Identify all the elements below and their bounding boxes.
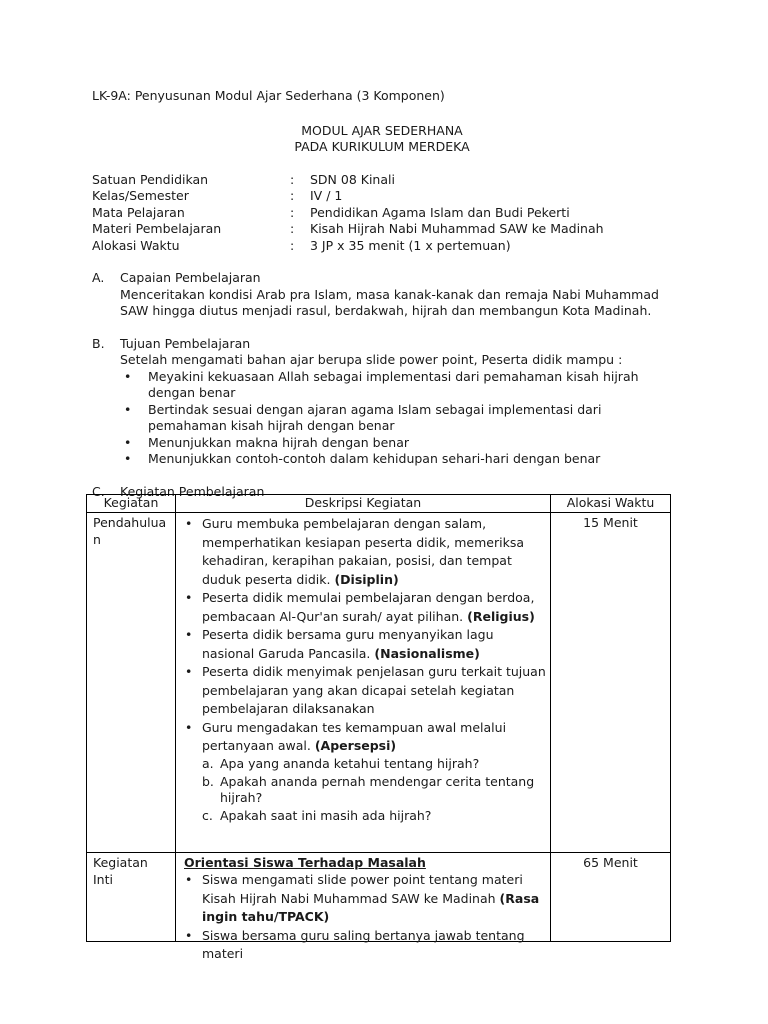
activity-name: Kegiatan Inti [87, 853, 176, 942]
question-item: c. Apakah saat ini masih ada hijrah? [202, 807, 432, 823]
identity-label: Kelas/Semester [92, 188, 189, 203]
identity-label: Materi Pembelajaran [92, 221, 222, 236]
column-header: Alokasi Waktu [551, 495, 671, 513]
identity-value: 3 JP x 35 menit (1 x pertemuan) [310, 237, 511, 253]
table-row [87, 513, 671, 853]
activity-description [176, 853, 551, 961]
list-item: • Menunjukkan makna hijrah dengan benar [120, 435, 672, 452]
section-title: Kegiatan Pembelajaran [120, 483, 265, 499]
section-letter: C. [92, 483, 105, 499]
identity-colon: : [290, 204, 295, 220]
activity-table [86, 494, 671, 961]
list-item: • Menunjukkan contoh-contoh dalam kehidupan sehari-hari dengan benar [120, 451, 672, 468]
identity-colon: : [290, 221, 295, 236]
time-allocation: 15 Menit [551, 513, 671, 853]
activity-name: Pendahuluan [87, 513, 176, 853]
identity-label: Satuan Pendidikan [92, 171, 209, 187]
list-item: • Guru mengadakan tes kemampuan awal melalui pertanyaan awal. (Apersepsi) [184, 719, 546, 756]
section-intro: Setelah mengamati bahan ajar berupa slide power point, Peserta didik mampu : [120, 352, 623, 367]
identity-colon: : [290, 188, 295, 203]
time-allocation: 65 Menit [551, 853, 671, 942]
list-item: • Bertindak sesuai dengan ajaran agama Islam sebagai implementasi dari pemahaman kisah hijrah dengan benar [120, 402, 672, 435]
list-item: • Peserta didik memulai pembelajaran dengan berdoa, pembacaan Al-Qur'an surah/ ayat pilihan. (Religius) [184, 589, 546, 626]
objective-list [120, 369, 672, 468]
activity-description [176, 513, 551, 853]
identity-row [92, 221, 672, 238]
section-text: Menceritakan kondisi Arab pra Islam, masa kanak-kanak dan remaja Nabi Muhammad SAW hingga diutus menjadi rasul, berdakwah, hijrah dan membangun Kota Madinah. [120, 286, 659, 318]
section-title: Tujuan Pembelajaran [120, 335, 251, 351]
list-item: • Peserta didik bersama guru menyanyikan lagu nasional Garuda Pancasila. (Nasionalisme) [184, 626, 546, 663]
phase-title: Orientasi Siswa Terhadap Masalah [184, 855, 426, 870]
section-tujuan [92, 336, 672, 468]
identity-row [92, 205, 672, 222]
identity-block [92, 172, 672, 255]
column-header: Kegiatan [87, 495, 176, 513]
table-row [87, 853, 671, 942]
identity-row [92, 188, 672, 205]
table-header-row [87, 495, 671, 513]
list-item: • Siswa mengamati slide power point tentang materi Kisah Hijrah Nabi Muhammad SAW ke Madinah (Rasa ingin tahu/TPACK) [184, 871, 546, 927]
list-item: • Siswa bersama guru saling bertanya jawab tentang materi [184, 927, 546, 964]
character-tag: (Disiplin) [334, 571, 399, 587]
module-title-line2: PADA KURIKULUM MERDEKA [294, 139, 470, 154]
list-item: • Guru membuka pembelajaran dengan salam, memperhatikan kesiapan peserta didik, memeriksa kehadiran, kerapihan pakaian, posisi, dan tempat duduk peserta didik. (Disiplin) [184, 515, 546, 589]
identity-label: Mata Pelajaran [92, 204, 185, 220]
identity-row [92, 172, 672, 189]
column-header: Deskripsi Kegiatan [176, 495, 551, 513]
character-tag: (Religius) [467, 608, 535, 624]
character-tag: (Nasionalisme) [374, 645, 480, 661]
identity-row [92, 238, 672, 255]
module-title-line1: MODUL AJAR SEDERHANA [301, 122, 463, 138]
identity-value: IV / 1 [310, 188, 343, 203]
document-header: LK-9A: Penyusunan Modul Ajar Sederhana (3 Komponen) [92, 88, 445, 103]
section-letter: A. [92, 270, 105, 285]
question-list [184, 756, 546, 824]
identity-colon: : [290, 237, 295, 253]
list-item: • Peserta didik menyimak penjelasan guru terkait tujuan pembelajaran yang akan dicapai setelah kegiatan pembelajaran dilaksanakan [184, 663, 546, 719]
character-tag: (Rasa ingin tahu/TPACK) [202, 890, 540, 924]
section-capaian [92, 270, 672, 320]
character-tag: (Apersepsi) [314, 738, 397, 753]
question-item: b. Apakah ananda pernah mendengar cerita tentang hijrah? [202, 773, 535, 805]
identity-label: Alokasi Waktu [92, 237, 180, 253]
identity-value: SDN 08 Kinali [310, 171, 395, 187]
identity-value: Pendidikan Agama Islam dan Budi Pekerti [310, 204, 570, 220]
document-page [92, 88, 672, 500]
list-item: • Meyakini kekuasaan Allah sebagai implementasi dari pemahaman kisah hijrah dengan benar [120, 369, 672, 402]
question-item: a. Apa yang ananda ketahui tentang hijrah? [202, 755, 480, 771]
section-title: Capaian Pembelajaran [120, 270, 261, 285]
identity-colon: : [290, 171, 295, 187]
section-letter: B. [92, 335, 105, 351]
identity-value: Kisah Hijrah Nabi Muhammad SAW ke Madinah [310, 221, 604, 236]
